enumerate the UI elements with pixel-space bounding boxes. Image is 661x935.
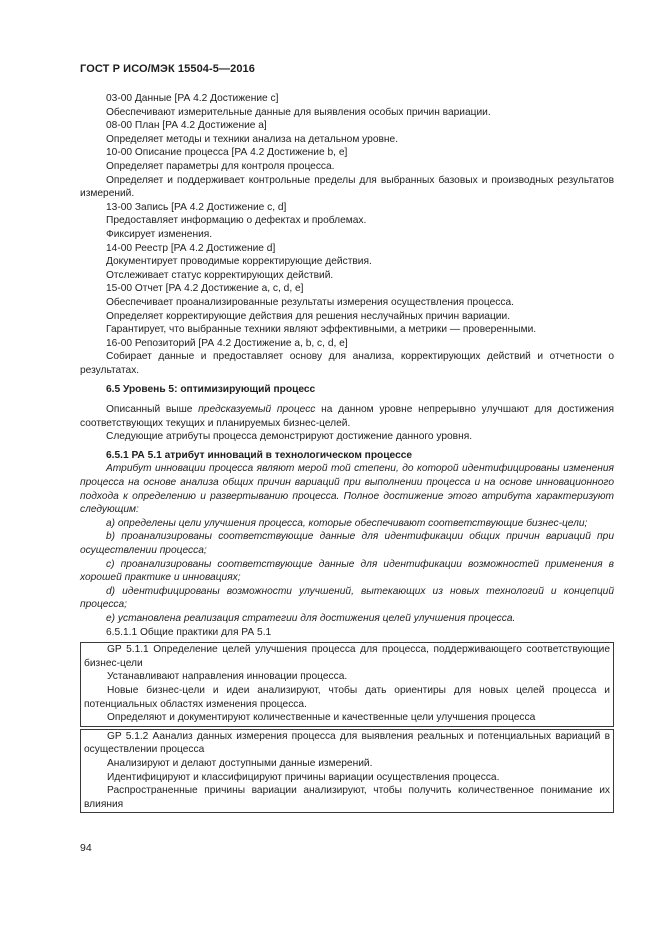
attribute-achievement-item: d) идентифицированы возможности улучшений, вытекающих из новых технологий и концепций процесса; xyxy=(80,585,614,611)
subsection-intro: Атрибут инновации процесса являют мерой той степени, до которой идентифицированы изменения процесса на основе анализа общих причин вариаций при выполнении процесса и на основе инновационного подхода к определению и развертыванию процесса. Полное достижение этого атрибута характеризуют следующим: xyxy=(80,463,614,516)
document-header: ГОСТ Р ИСО/МЭК 15504-5—2016 xyxy=(80,63,255,75)
section-heading: 6.5 Уровень 5: оптимизирующий процесс xyxy=(106,384,316,396)
generic-practice-line: Анализируют и делают доступными данные измерений. xyxy=(107,757,373,769)
practices-heading: 6.5.1.1 Общие практики для РА 5.1 xyxy=(106,626,272,638)
work-product-description: Определяет методы и техники анализа на детальном уровне. xyxy=(106,133,399,145)
work-product-description: Фиксирует изменения. xyxy=(106,228,213,240)
section-p1-after: на данном уровне непрерывно улучшают для достижения соответствующих текущих и планируемых бизнес-целей. xyxy=(80,404,615,429)
work-product-title: 03-00 Данные [РА 4.2 Достижение с] xyxy=(106,93,279,104)
work-product-title: 14-00 Реестр [РА 4.2 Достижение d] xyxy=(106,242,276,254)
work-product-description: Обеспечивает проанализированные результаты измерения осуществления процесса. xyxy=(106,296,514,308)
work-product-description: Документирует проводимые корректирующие действия. xyxy=(106,256,372,268)
work-product-description: Гарантирует, что выбранные техники являют эффективными, а метрики — проверенными. xyxy=(106,324,537,336)
subsection-heading: 6.5.1 РА 5.1 атрибут инноваций в технологическом процессе xyxy=(106,449,413,461)
work-product-description: Определяет параметры для контроля процесса. xyxy=(106,160,335,172)
work-product-description: Отслеживает статус корректирующих действий. xyxy=(106,269,334,281)
work-product-description: Определяет корректирующие действия для решения неслучайных причин вариации. xyxy=(106,310,511,322)
attribute-achievement-list xyxy=(80,517,614,626)
section-p1-italic: предсказуемый процесс xyxy=(198,404,316,416)
work-product-description: Предоставляет информацию о дефектах и проблемах. xyxy=(106,215,367,227)
work-product-title: 16-00 Репозиторий [РА 4.2 Достижение a, b, c, d, e] xyxy=(106,337,348,349)
work-product-title: 13-00 Запись [РА 4.2 Достижение c, d] xyxy=(106,201,287,213)
generic-practice-box xyxy=(80,729,614,814)
generic-practice-line: Распространенные причины вариации анализируют, чтобы получить количественное понимание их влияния xyxy=(84,785,610,810)
work-product-description: Собирает данные и предоставляет основу для анализа, корректирующих действий и отчетности о результатах. xyxy=(80,351,614,376)
page-content xyxy=(80,92,614,813)
work-product-description: Обеспечивают измерительные данные для выявления особых причин вариации. xyxy=(106,106,491,118)
section-paragraph-2: Следующие атрибуты процесса демонстрируют достижение данного уровня. xyxy=(106,431,473,443)
page-number: 94 xyxy=(80,842,92,854)
generic-practice-title: GP 5.1.2 Аанализ данных измерения процесса для выявления реальных и потенциальных вариаций в осуществлении процесса xyxy=(84,730,610,756)
work-product-title: 08-00 План [РА 4.2 Достижение а] xyxy=(106,120,267,132)
attribute-achievement-item: c) проанализированы соответствующие данные для идентификации возможностей применения в хорошей практике и инновациях; xyxy=(80,558,614,584)
generic-practice-line: Устанавливают направления инновации процесса. xyxy=(107,671,348,683)
attribute-achievement-item: а) определены цели улучшения процесса, которые обеспечивают соответствующие бизнес-цели; xyxy=(106,517,588,529)
work-product-list xyxy=(80,92,614,377)
attribute-achievement-item: b) проанализированы соответствующие данные для идентификации общих причин вариаций при осуществлении процесса; xyxy=(80,531,614,556)
generic-practice-line: Определяют и документируют количественные и качественные цели улучшения процесса xyxy=(107,712,536,724)
work-product-title: 10-00 Описание процесса [РА 4.2 Достижение b, e] xyxy=(106,147,348,159)
work-product-title: 15-00 Отчет [РА 4.2 Достижение a, c, d, e] xyxy=(106,283,304,295)
section-p1-before: Описанный выше xyxy=(106,404,199,416)
section-paragraph xyxy=(80,403,614,430)
generic-practice-title: GP 5.1.1 Определение целей улучшения процесса для процесса, поддерживающего соответствующие бизнес-цели xyxy=(84,644,610,669)
attribute-achievement-item: е) установлена реализация стратегии для достижения целей улучшения процесса. xyxy=(106,612,516,624)
work-product-description: Определяет и поддерживает контрольные пределы для выбранных базовых и производных результатов измерений. xyxy=(80,174,614,200)
generic-practice-line: Новые бизнес-цели и идеи анализируют, чтобы дать ориентиры для новых целей процесса и потенциальных областях изменения процесса. xyxy=(84,684,610,710)
generic-practice-box xyxy=(80,642,614,727)
generic-practice-line: Идентифицируют и классифицируют причины вариации осуществления процесса. xyxy=(107,771,500,783)
generic-practice-boxes xyxy=(80,642,614,813)
